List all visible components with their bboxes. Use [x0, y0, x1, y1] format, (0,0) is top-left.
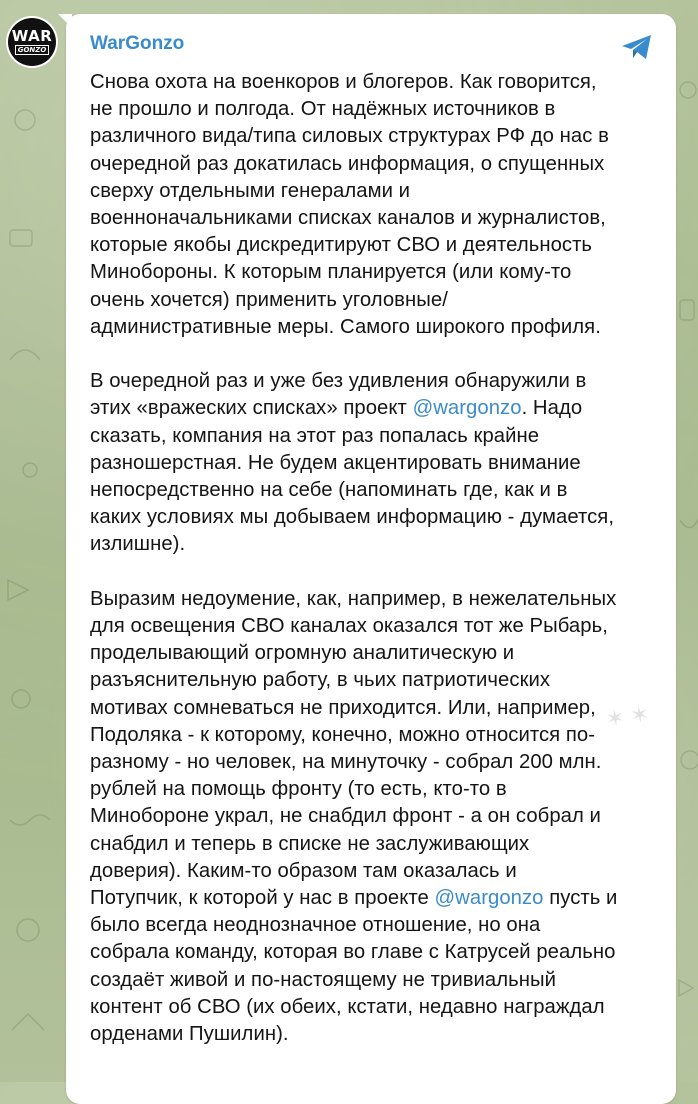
message-line: разному - но человек, на минуточку - собрал 200 млн. [90, 751, 602, 774]
message-line: создаёт живой и по-настоящему не тривиальный [90, 968, 556, 991]
channel-name-link[interactable]: WarGonzo [90, 33, 185, 54]
message-line: очередной раз докатилась информация, о спущенных [90, 152, 605, 175]
message-line: не прошло и полгода. От надёжных источников в [90, 98, 556, 121]
message-line: очень хочется) применить уголовные/ [90, 288, 448, 311]
message-line: было всегда неоднозначное отношение, но она [90, 914, 541, 937]
channel-avatar[interactable] [8, 18, 56, 66]
message-text-segment: Потупчик, к которой у нас в проекте [90, 887, 435, 910]
message-paragraph [90, 586, 670, 1048]
message-line: контент об СВО (их обеих, кстати, недавно награждал [90, 995, 605, 1018]
share-arrow-icon[interactable] [620, 32, 654, 62]
message-line: разношерстная. Не будем акцентировать внимание [90, 451, 581, 474]
message-line: сверху отдельными генералами и [90, 179, 411, 202]
message-paragraph [90, 69, 670, 341]
message-bubble [66, 14, 676, 1104]
message-line: орденами Пушилин). [90, 1023, 289, 1046]
message-line: проделывающий огромную аналитическую и [90, 642, 515, 665]
message-line: различного вида/типа силовых структурах РФ до нас в [90, 125, 609, 148]
message-line: для освещения СВО каналах оказался тот же Рыбарь, [90, 615, 608, 638]
message-text-segment: пусть и [543, 887, 618, 910]
watermark: ✶ ✶ [604, 701, 651, 732]
message-line [90, 395, 670, 422]
message-line: сказать, компания на этот раз попалась крайне [90, 424, 540, 447]
message-line: снабдил и теперь в списке не заслуживающих [90, 832, 530, 855]
avatar-logo-top: WAR [11, 27, 53, 45]
message-line: непосредственно на себе (напоминать где, как и в [90, 479, 568, 502]
message-line: мотивах сомневаться не приходится. Или, например, [90, 696, 596, 719]
message-line: Минобороне украл, не снабдил фронт - а он собрал и [90, 805, 601, 828]
message-line: административные меры. Самого широкого профиля. [90, 315, 601, 338]
message-line: доверия). Каким-то образом там оказалась и [90, 859, 517, 882]
message-line: военноначальниками списках каналов и журналистов, [90, 207, 606, 230]
message-line: Выразим недоумение, как, например, в нежелательных [90, 587, 617, 610]
message-line: Подоляка - к которому, конечно, можно относится по- [90, 723, 596, 746]
avatar-logo-bottom: GONZO [15, 45, 50, 55]
mention-link[interactable]: @wargonzo [412, 397, 522, 420]
message-line: собрала команду, которая во главе с Катрусей реально [90, 941, 616, 964]
message-line: излишне). [90, 533, 186, 556]
message-line: каких условиях мы добываем информацию - думается, [90, 506, 614, 529]
message-line: Минобороны. К которым планируется (или кому-то [90, 261, 572, 284]
message-paragraph [90, 368, 670, 558]
message-line: которые якобы дискредитируют СВО и деятельность [90, 234, 593, 257]
message-line: рублей на помощь фронту (то есть, кто-то в [90, 778, 507, 801]
message-text-segment: этих «вражеских списках» проект [90, 397, 413, 420]
message-text [90, 69, 670, 1075]
message-line: Снова охота на военкоров и блогеров. Как говорится, [90, 71, 597, 93]
message-text-segment: . Надо [521, 397, 583, 420]
message-line: В очередной раз и уже без удивления обнаружили в [90, 370, 587, 393]
message-line [90, 885, 670, 912]
mention-link[interactable]: @wargonzo [434, 887, 544, 910]
message-line: разъяснительную работу, в чьих патриотических [90, 669, 551, 692]
